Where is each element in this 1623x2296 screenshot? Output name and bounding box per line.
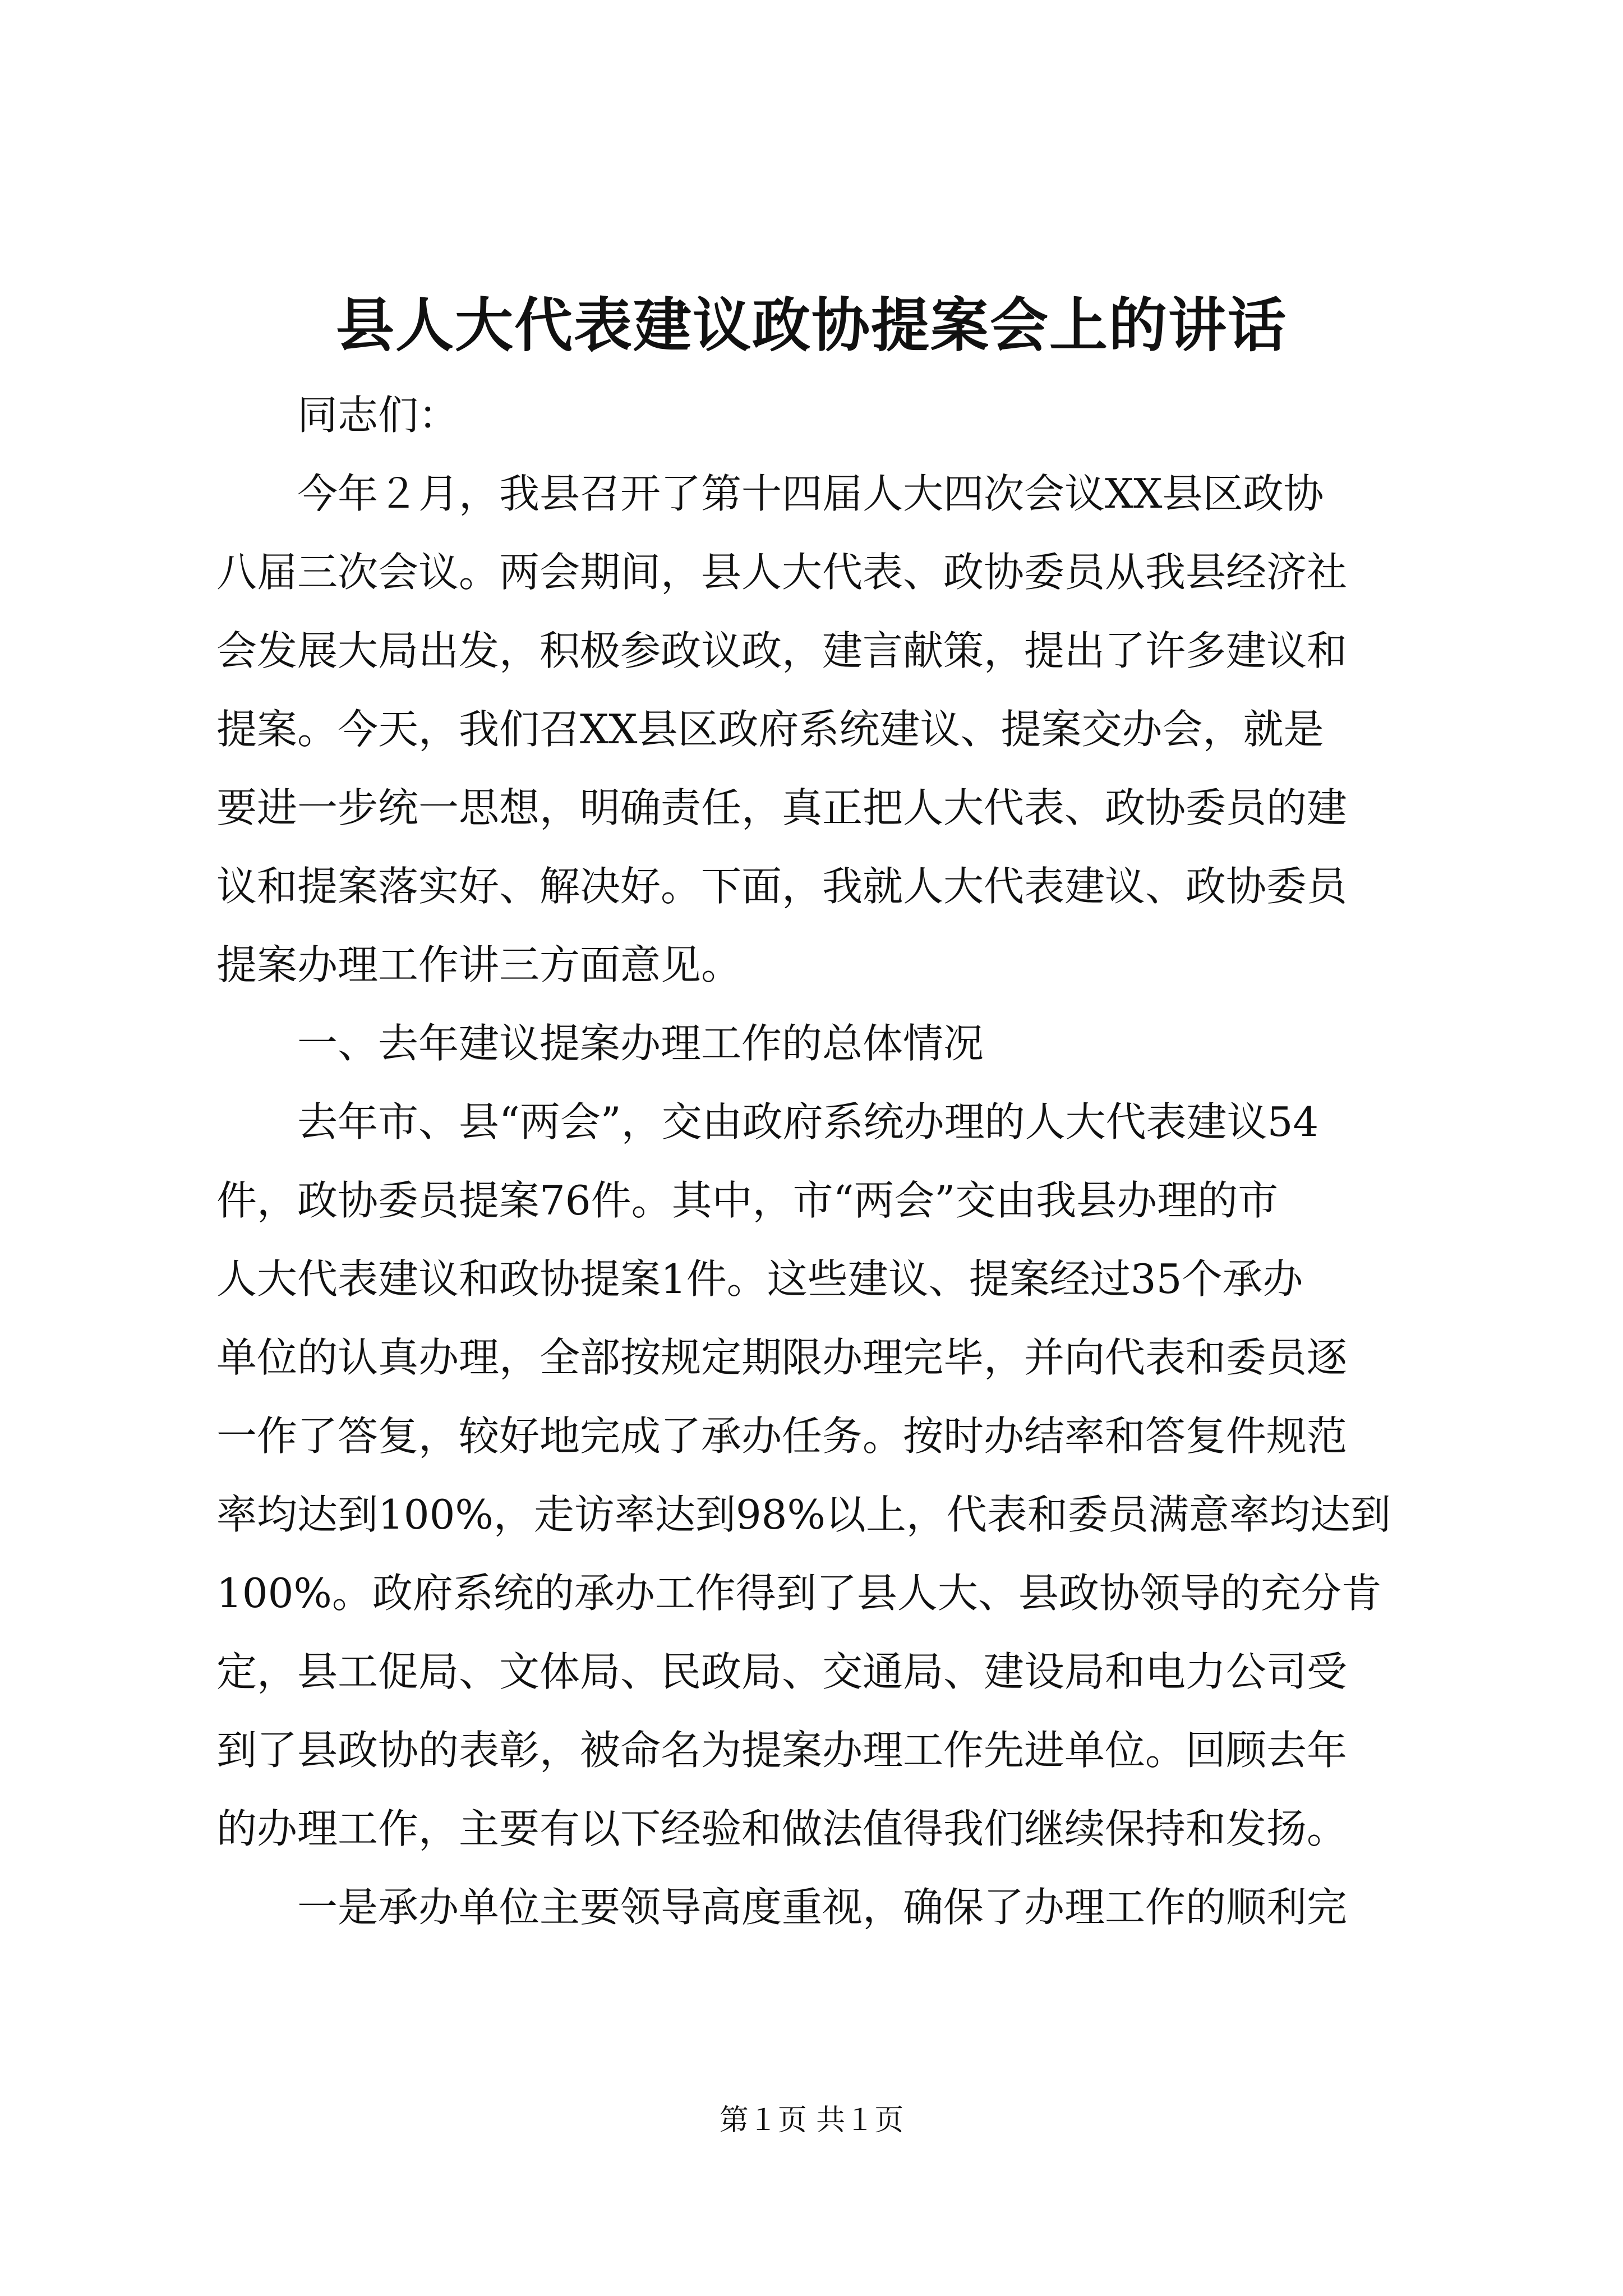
body-line: 单位的认真办理，全部按规定期限办理完毕，并向代表和委员逐	[216, 1334, 1348, 1381]
section-heading: 一、去年建议提案办理工作的总体情况	[216, 1020, 984, 1067]
body-line: 提案。今天，我们召XX县区政府系统建议、提案交办会，就是	[216, 706, 1324, 753]
body-line: 件，政协委员提案76件。其中，市“两会”交由我县办理的市	[216, 1177, 1279, 1224]
page-title: 县人大代表建议政协提案会上的讲话	[335, 291, 1287, 360]
page-footer: 第１页 共１页	[719, 2104, 904, 2137]
body-line: 率均达到100%，走访率达到98%以上，代表和委员满意率均达到	[216, 1491, 1391, 1538]
body-line: 100%。政府系统的承办工作得到了县人大、县政协领导的充分肯	[216, 1570, 1382, 1617]
body-line: 同志们：	[216, 392, 459, 439]
body-line: 一作了答复，较好地完成了承办任务。按时办结率和答复件规范	[216, 1412, 1348, 1460]
body-line: 人大代表建议和政协提案1件。这些建议、提案经过35个承办	[216, 1255, 1303, 1303]
body-line: 八届三次会议。两会期间，县人大代表、政协委员从我县经济社	[216, 549, 1348, 596]
body-line: 今年２月，我县召开了第十四届人大四次会议XX县区政协	[216, 470, 1324, 517]
body-line: 会发展大局出发，积极参政议政，建言献策，提出了许多建议和	[216, 627, 1348, 674]
body-line: 议和提案落实好、解决好。下面，我就人大代表建议、政协委员	[216, 863, 1348, 910]
body-line: 的办理工作，主要有以下经验和做法值得我们继续保持和发扬。	[216, 1805, 1348, 1852]
body-line: 一是承办单位主要领导高度重视，确保了办理工作的顺利完	[216, 1884, 1348, 1931]
body-line: 提案办理工作讲三方面意见。	[216, 941, 742, 988]
body-line: 去年市、县“两会”，交由政府系统办理的人大代表建议54	[216, 1098, 1319, 1145]
body-line: 要进一步统一思想，明确责任，真正把人大代表、政协委员的建	[216, 784, 1348, 831]
body-line: 定，县工促局、文体局、民政局、交通局、建设局和电力公司受	[216, 1648, 1348, 1695]
body-line: 到了县政协的表彰，被命名为提案办理工作先进单位。回顾去年	[216, 1727, 1348, 1774]
